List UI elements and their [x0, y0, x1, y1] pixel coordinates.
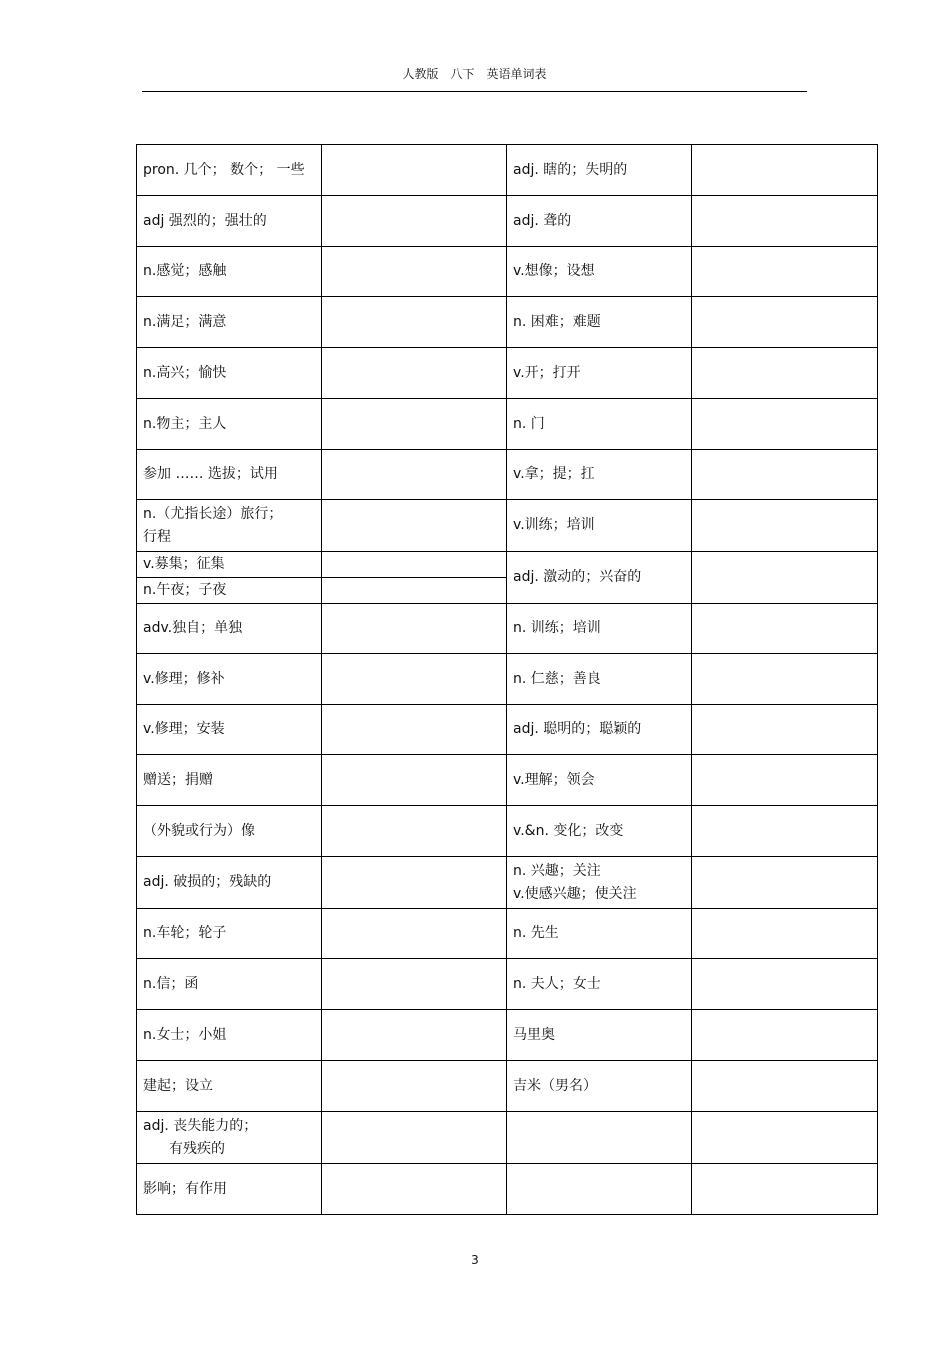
answer-cell — [692, 909, 878, 959]
answer-cell — [692, 604, 878, 654]
answer-cell — [692, 654, 878, 705]
definition-cell: n. 先生 — [507, 909, 692, 959]
answer-cell — [322, 196, 507, 247]
table-row — [137, 654, 878, 705]
definition-cell: v.修理；安装 — [137, 705, 322, 755]
answer-cell — [322, 1112, 507, 1164]
table-row — [137, 348, 878, 399]
definition-cell: n.高兴；愉快 — [137, 348, 322, 399]
table-row — [137, 909, 878, 959]
definition-cell: n.女士；小姐 — [137, 1010, 322, 1061]
definition-line: 有残疾的 — [169, 1140, 225, 1157]
definition-cell: v.募集；征集 — [137, 552, 322, 578]
definition-line: n.（尤指长途）旅行； — [143, 505, 283, 522]
definition-cell: 参加 …… 选拔；试用 — [137, 450, 322, 500]
answer-cell — [692, 247, 878, 297]
answer-cell — [692, 806, 878, 857]
answer-cell — [692, 145, 878, 196]
definition-cell — [137, 500, 322, 552]
definition-cell: n.信；函 — [137, 959, 322, 1010]
table-row — [137, 1164, 878, 1215]
answer-cell — [692, 1164, 878, 1215]
answer-cell — [322, 450, 507, 500]
table-row — [137, 806, 878, 857]
definition-cell: n.午夜；子夜 — [137, 578, 322, 604]
definition-cell: v.拿；提；扛 — [507, 450, 692, 500]
definition-cell — [507, 857, 692, 909]
definition-cell: 赠送；捐赠 — [137, 755, 322, 806]
answer-cell — [692, 755, 878, 806]
definition-cell: n.物主；主人 — [137, 399, 322, 450]
table-row — [137, 1112, 878, 1164]
answer-cell — [692, 1061, 878, 1112]
table-row — [137, 552, 878, 578]
answer-cell — [692, 500, 878, 552]
answer-cell — [322, 1061, 507, 1112]
answer-cell — [692, 1010, 878, 1061]
answer-cell — [322, 348, 507, 399]
definition-cell: 马里奥 — [507, 1010, 692, 1061]
definition-cell: adj. 聪明的；聪颖的 — [507, 705, 692, 755]
definition-cell: v.想像；设想 — [507, 247, 692, 297]
table-row — [137, 247, 878, 297]
answer-cell — [322, 654, 507, 705]
definition-cell — [507, 1112, 692, 1164]
definition-cell: （外貌或行为）像 — [137, 806, 322, 857]
definition-cell: adv.独自；单独 — [137, 604, 322, 654]
answer-cell — [692, 857, 878, 909]
definition-line: v.使感兴趣；使关注 — [513, 885, 637, 902]
definition-cell: n. 训练；培训 — [507, 604, 692, 654]
definition-cell: pron. 几个； 数个； 一些 — [137, 145, 322, 196]
answer-cell — [322, 705, 507, 755]
definition-cell: adj. 破损的；残缺的 — [137, 857, 322, 909]
answer-cell — [322, 755, 507, 806]
definition-cell: n.满足；满意 — [137, 297, 322, 348]
answer-cell — [692, 297, 878, 348]
table-row — [137, 450, 878, 500]
definition-cell: n.车轮；轮子 — [137, 909, 322, 959]
table-row — [137, 857, 878, 909]
definition-cell: adj. 聋的 — [507, 196, 692, 247]
answer-cell — [322, 806, 507, 857]
definition-cell: 影响；有作用 — [137, 1164, 322, 1215]
answer-cell — [322, 399, 507, 450]
definition-cell: n. 困难；难题 — [507, 297, 692, 348]
answer-cell — [322, 857, 507, 909]
definition-cell: n.感觉；感触 — [137, 247, 322, 297]
definition-cell: v.开；打开 — [507, 348, 692, 399]
answer-cell — [692, 959, 878, 1010]
answer-cell — [322, 500, 507, 552]
definition-cell: 建起；设立 — [137, 1061, 322, 1112]
table-row — [137, 500, 878, 552]
header-rule — [142, 91, 807, 92]
definition-cell: v.修理；修补 — [137, 654, 322, 705]
answer-cell — [322, 909, 507, 959]
definition-cell: v.训练；培训 — [507, 500, 692, 552]
answer-cell — [322, 1164, 507, 1215]
answer-cell — [322, 145, 507, 196]
definition-line: adj. 丧失能力的； — [143, 1117, 258, 1134]
definition-cell: adj. 激动的；兴奋的 — [507, 552, 692, 604]
answer-cell — [322, 1010, 507, 1061]
answer-cell — [322, 247, 507, 297]
definition-cell — [507, 1164, 692, 1215]
answer-cell — [322, 552, 507, 578]
answer-cell — [692, 1112, 878, 1164]
answer-cell — [322, 604, 507, 654]
vocabulary-table — [136, 144, 878, 1215]
answer-cell — [692, 348, 878, 399]
page-header: 人教版 八下 英语单词表 — [402, 67, 547, 81]
definition-cell: n. 夫人；女士 — [507, 959, 692, 1010]
answer-cell — [322, 578, 507, 604]
definition-cell: v.&n. 变化；改变 — [507, 806, 692, 857]
table-row — [137, 959, 878, 1010]
table-row — [137, 297, 878, 348]
table-row — [137, 145, 878, 196]
definition-cell: n. 仁慈；善良 — [507, 654, 692, 705]
definition-line: n. 兴趣；关注 — [513, 862, 601, 879]
definition-cell: n. 门 — [507, 399, 692, 450]
answer-cell — [692, 450, 878, 500]
page-number: 3 — [471, 1253, 479, 1267]
table-row — [137, 399, 878, 450]
table-row — [137, 1010, 878, 1061]
table-row — [137, 705, 878, 755]
table-row — [137, 604, 878, 654]
answer-cell — [692, 196, 878, 247]
answer-cell — [322, 297, 507, 348]
table-row — [137, 196, 878, 247]
answer-cell — [692, 399, 878, 450]
definition-cell: adj 强烈的；强壮的 — [137, 196, 322, 247]
definition-cell: adj. 瞎的；失明的 — [507, 145, 692, 196]
definition-cell: 吉米（男名） — [507, 1061, 692, 1112]
definition-cell — [137, 1112, 322, 1164]
answer-cell — [692, 552, 878, 604]
answer-cell — [692, 705, 878, 755]
definition-line: 行程 — [143, 528, 171, 545]
definition-cell: v.理解；领会 — [507, 755, 692, 806]
table-row — [137, 1061, 878, 1112]
table-row — [137, 755, 878, 806]
answer-cell — [322, 959, 507, 1010]
